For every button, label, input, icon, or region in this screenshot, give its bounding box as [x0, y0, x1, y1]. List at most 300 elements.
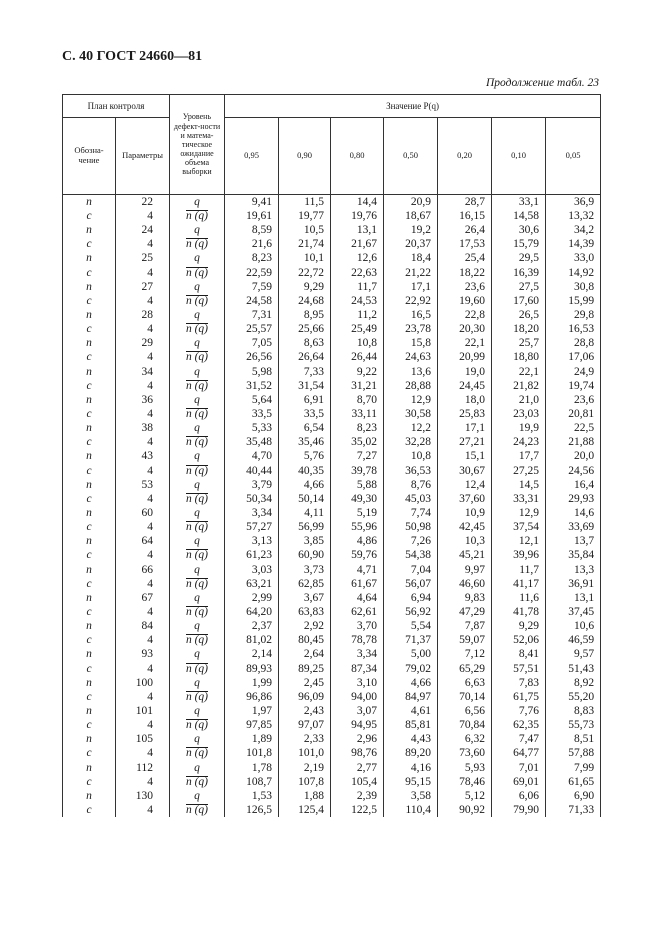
value-cell: 81,02 — [225, 633, 279, 647]
value-cell: 11,2 — [331, 308, 384, 322]
value-cell: 26,56 — [225, 350, 279, 364]
parameter-cell: 64 — [116, 534, 170, 548]
value-cell: 13,32 — [546, 209, 601, 223]
value-cell: 50,14 — [279, 492, 331, 506]
level-cell — [170, 393, 225, 407]
value-cell: 73,60 — [438, 746, 492, 760]
value-cell: 30,58 — [384, 407, 438, 421]
value-cell: 8,51 — [546, 732, 601, 746]
value-cell: 7,47 — [492, 732, 546, 746]
value-cell: 3,73 — [279, 563, 331, 577]
value-cell: 5,12 — [438, 789, 492, 803]
designation-cell: c — [63, 435, 116, 449]
value-cell: 22,8 — [438, 308, 492, 322]
value-cell: 17,1 — [384, 280, 438, 294]
level-symbol: q — [194, 789, 200, 802]
value-cell: 26,64 — [279, 350, 331, 364]
value-cell: 55,20 — [546, 690, 601, 704]
value-cell: 5,98 — [225, 365, 279, 379]
designation-cell: c — [63, 322, 116, 336]
value-cell: 12,9 — [492, 506, 546, 520]
value-cell: 9,41 — [225, 195, 279, 210]
parameter-cell: 28 — [116, 308, 170, 322]
value-cell: 96,86 — [225, 690, 279, 704]
parameter-cell: 4 — [116, 605, 170, 619]
parameter-cell: 4 — [116, 464, 170, 478]
value-cell: 1,89 — [225, 732, 279, 746]
value-cell: 94,00 — [331, 690, 384, 704]
value-cell: 27,25 — [492, 464, 546, 478]
table-row — [63, 308, 601, 322]
parameter-cell: 93 — [116, 647, 170, 661]
value-cell: 5,76 — [279, 449, 331, 463]
level-cell — [170, 633, 225, 647]
parameter-cell: 4 — [116, 492, 170, 506]
parameter-cell: 4 — [116, 690, 170, 704]
designation-cell: n — [63, 251, 116, 265]
parameter-cell: 4 — [116, 803, 170, 817]
table-row — [63, 775, 601, 789]
value-cell: 2,64 — [279, 647, 331, 661]
value-cell: 5,88 — [331, 478, 384, 492]
level-cell — [170, 591, 225, 605]
value-cell: 5,93 — [438, 760, 492, 774]
value-cell: 12,6 — [331, 251, 384, 265]
level-symbol: q — [194, 224, 200, 237]
value-cell: 34,2 — [546, 223, 601, 237]
table-row — [63, 662, 601, 676]
value-cell: 98,76 — [331, 746, 384, 760]
value-cell: 59,76 — [331, 548, 384, 562]
parameter-cell: 84 — [116, 619, 170, 633]
parameter-cell: 112 — [116, 760, 170, 774]
value-cell: 2,33 — [279, 732, 331, 746]
level-cell — [170, 478, 225, 492]
level-cell — [170, 746, 225, 760]
value-cell: 3,67 — [279, 591, 331, 605]
table-row — [63, 732, 601, 746]
value-cell: 101,0 — [279, 746, 331, 760]
value-cell: 9,97 — [438, 563, 492, 577]
level-cell — [170, 619, 225, 633]
value-cell: 95,15 — [384, 775, 438, 789]
value-cell: 61,75 — [492, 690, 546, 704]
value-cell: 19,77 — [279, 209, 331, 223]
value-cell: 16,39 — [492, 266, 546, 280]
value-cell: 41,78 — [492, 605, 546, 619]
value-cell: 9,22 — [331, 365, 384, 379]
value-cell: 40,35 — [279, 464, 331, 478]
value-cell: 80,45 — [279, 633, 331, 647]
value-cell: 5,64 — [225, 393, 279, 407]
value-cell: 61,65 — [546, 775, 601, 789]
value-cell: 56,99 — [279, 520, 331, 534]
parameter-cell: 4 — [116, 775, 170, 789]
value-cell: 108,7 — [225, 775, 279, 789]
value-cell: 29,93 — [546, 492, 601, 506]
level-cell — [170, 237, 225, 251]
parameter-cell: 22 — [116, 195, 170, 210]
value-cell: 78,78 — [331, 633, 384, 647]
value-cell: 79,90 — [492, 803, 546, 817]
value-cell: 5,54 — [384, 619, 438, 633]
value-cell: 12,1 — [492, 534, 546, 548]
level-symbol: n (q) — [185, 379, 209, 392]
value-cell: 7,83 — [492, 676, 546, 690]
value-header: Значение P(q) — [225, 95, 601, 118]
value-cell: 17,53 — [438, 237, 492, 251]
value-cell: 37,60 — [438, 492, 492, 506]
parameter-cell: 38 — [116, 421, 170, 435]
designation-cell: n — [63, 789, 116, 803]
level-symbol: q — [194, 620, 200, 633]
parameter-cell: 66 — [116, 563, 170, 577]
table-row — [63, 365, 601, 379]
value-cell: 50,34 — [225, 492, 279, 506]
value-cell: 5,00 — [384, 647, 438, 661]
designation-cell: c — [63, 633, 116, 647]
value-cell: 17,1 — [438, 421, 492, 435]
value-cell: 40,44 — [225, 464, 279, 478]
parameters-header: Параметры — [116, 118, 170, 195]
value-cell: 8,41 — [492, 647, 546, 661]
value-cell: 7,59 — [225, 280, 279, 294]
value-cell: 10,3 — [438, 534, 492, 548]
value-cell: 8,23 — [331, 421, 384, 435]
value-cell: 9,29 — [492, 619, 546, 633]
table-row — [63, 407, 601, 421]
designation-cell: n — [63, 365, 116, 379]
value-cell: 97,07 — [279, 718, 331, 732]
value-cell: 105,4 — [331, 775, 384, 789]
value-cell: 20,30 — [438, 322, 492, 336]
level-cell — [170, 308, 225, 322]
designation-cell: n — [63, 591, 116, 605]
value-cell: 30,67 — [438, 464, 492, 478]
value-cell: 1,78 — [225, 760, 279, 774]
value-cell: 27,5 — [492, 280, 546, 294]
table-body — [63, 195, 601, 818]
table-row — [63, 803, 601, 817]
designation-cell: c — [63, 209, 116, 223]
value-cell: 41,17 — [492, 577, 546, 591]
level-cell — [170, 407, 225, 421]
level-symbol: q — [194, 196, 200, 208]
value-cell: 23,78 — [384, 322, 438, 336]
designation-cell: c — [63, 746, 116, 760]
parameter-cell: 67 — [116, 591, 170, 605]
value-cell: 7,33 — [279, 365, 331, 379]
value-cell: 4,43 — [384, 732, 438, 746]
designation-cell: c — [63, 350, 116, 364]
value-cell: 4,16 — [384, 760, 438, 774]
value-cell: 11,5 — [279, 195, 331, 210]
level-symbol: n (q) — [185, 521, 209, 534]
value-cell: 33,5 — [225, 407, 279, 421]
value-cell: 89,25 — [279, 662, 331, 676]
value-cell: 46,60 — [438, 577, 492, 591]
value-cell: 33,5 — [279, 407, 331, 421]
designation-cell: n — [63, 308, 116, 322]
value-cell: 45,03 — [384, 492, 438, 506]
designation-cell: n — [63, 336, 116, 350]
value-cell: 12,4 — [438, 478, 492, 492]
value-cell: 23,03 — [492, 407, 546, 421]
value-cell: 89,20 — [384, 746, 438, 760]
table-row — [63, 478, 601, 492]
value-cell: 22,5 — [546, 421, 601, 435]
parameter-cell: 4 — [116, 294, 170, 308]
level-symbol: q — [194, 648, 200, 661]
level-cell — [170, 563, 225, 577]
value-cell: 55,73 — [546, 718, 601, 732]
parameter-cell: 4 — [116, 266, 170, 280]
value-cell: 28,88 — [384, 379, 438, 393]
value-cell: 10,6 — [546, 619, 601, 633]
value-cell: 22,1 — [438, 336, 492, 350]
value-cell: 7,01 — [492, 760, 546, 774]
value-cell: 96,09 — [279, 690, 331, 704]
value-cell: 11,7 — [492, 563, 546, 577]
level-header: Уровень дефект-ности и матема-тическое ожидание объема выборки — [170, 95, 225, 195]
parameter-cell: 4 — [116, 520, 170, 534]
level-cell — [170, 803, 225, 817]
level-symbol: n (q) — [185, 238, 209, 251]
value-cell: 14,5 — [492, 478, 546, 492]
level-cell — [170, 732, 225, 746]
parameter-cell: 4 — [116, 379, 170, 393]
value-cell: 9,83 — [438, 591, 492, 605]
value-cell: 33,69 — [546, 520, 601, 534]
value-cell: 22,63 — [331, 266, 384, 280]
value-cell: 7,27 — [331, 449, 384, 463]
table-row — [63, 492, 601, 506]
table-row — [63, 690, 601, 704]
designation-cell: n — [63, 393, 116, 407]
value-cell: 36,53 — [384, 464, 438, 478]
value-cell: 65,29 — [438, 662, 492, 676]
value-cell: 57,27 — [225, 520, 279, 534]
value-cell: 15,99 — [546, 294, 601, 308]
designation-cell: n — [63, 506, 116, 520]
value-cell: 23,6 — [438, 280, 492, 294]
value-cell: 90,92 — [438, 803, 492, 817]
level-symbol: q — [194, 676, 200, 689]
value-cell: 8,63 — [279, 336, 331, 350]
value-cell: 33,0 — [546, 251, 601, 265]
level-cell — [170, 449, 225, 463]
value-cell: 30,6 — [492, 223, 546, 237]
data-table — [62, 94, 601, 817]
designation-cell: c — [63, 520, 116, 534]
parameter-cell: 4 — [116, 746, 170, 760]
value-cell: 54,38 — [384, 548, 438, 562]
level-symbol: q — [194, 563, 200, 576]
value-cell: 14,6 — [546, 506, 601, 520]
value-cell: 62,61 — [331, 605, 384, 619]
value-cell: 69,01 — [492, 775, 546, 789]
value-cell: 32,28 — [384, 435, 438, 449]
value-cell: 39,78 — [331, 464, 384, 478]
level-cell — [170, 464, 225, 478]
value-cell: 22,92 — [384, 294, 438, 308]
value-cell: 31,52 — [225, 379, 279, 393]
designation-cell: n — [63, 619, 116, 633]
p-value-header: 0,20 — [438, 118, 492, 195]
level-symbol: n (q) — [185, 662, 209, 675]
designation-cell: n — [63, 223, 116, 237]
level-cell — [170, 251, 225, 265]
value-cell: 15,1 — [438, 449, 492, 463]
value-cell: 26,44 — [331, 350, 384, 364]
value-cell: 31,21 — [331, 379, 384, 393]
designation-cell: c — [63, 775, 116, 789]
value-cell: 94,95 — [331, 718, 384, 732]
designation-cell: c — [63, 266, 116, 280]
value-cell: 30,8 — [546, 280, 601, 294]
value-cell: 11,6 — [492, 591, 546, 605]
designation-cell: n — [63, 704, 116, 718]
designation-cell: c — [63, 407, 116, 421]
level-symbol: q — [194, 280, 200, 293]
value-cell: 1,88 — [279, 789, 331, 803]
level-cell — [170, 223, 225, 237]
parameter-cell: 29 — [116, 336, 170, 350]
designation-cell: n — [63, 449, 116, 463]
value-cell: 3,58 — [384, 789, 438, 803]
value-cell: 6,90 — [546, 789, 601, 803]
level-symbol: q — [194, 535, 200, 548]
p-value-header: 0,10 — [492, 118, 546, 195]
level-symbol: n (q) — [185, 577, 209, 590]
level-cell — [170, 662, 225, 676]
value-cell: 19,60 — [438, 294, 492, 308]
level-cell — [170, 760, 225, 774]
value-cell: 8,59 — [225, 223, 279, 237]
parameter-cell: 4 — [116, 718, 170, 732]
value-cell: 10,1 — [279, 251, 331, 265]
value-cell: 7,74 — [384, 506, 438, 520]
level-symbol: n (q) — [185, 323, 209, 336]
parameter-cell: 4 — [116, 633, 170, 647]
level-symbol: q — [194, 704, 200, 717]
value-cell: 61,23 — [225, 548, 279, 562]
designation-cell: c — [63, 577, 116, 591]
value-cell: 25,83 — [438, 407, 492, 421]
value-cell: 87,34 — [331, 662, 384, 676]
value-cell: 6,32 — [438, 732, 492, 746]
value-cell: 6,54 — [279, 421, 331, 435]
value-cell: 21,88 — [546, 435, 601, 449]
value-cell: 2,77 — [331, 760, 384, 774]
level-cell — [170, 605, 225, 619]
designation-cell: n — [63, 280, 116, 294]
level-cell — [170, 294, 225, 308]
value-cell: 13,7 — [546, 534, 601, 548]
value-cell: 125,4 — [279, 803, 331, 817]
value-cell: 85,81 — [384, 718, 438, 732]
value-cell: 37,45 — [546, 605, 601, 619]
value-cell: 18,0 — [438, 393, 492, 407]
designation-cell: n — [63, 676, 116, 690]
parameter-cell: 130 — [116, 789, 170, 803]
value-cell: 97,85 — [225, 718, 279, 732]
level-cell — [170, 209, 225, 223]
table-row — [63, 605, 601, 619]
value-cell: 36,91 — [546, 577, 601, 591]
parameter-cell: 4 — [116, 237, 170, 251]
level-symbol: n (q) — [185, 408, 209, 421]
level-symbol: n (q) — [185, 747, 209, 760]
level-symbol: n (q) — [185, 351, 209, 364]
value-cell: 33,31 — [492, 492, 546, 506]
table-row — [63, 421, 601, 435]
value-cell: 4,66 — [279, 478, 331, 492]
level-symbol: n (q) — [185, 634, 209, 647]
value-cell: 10,9 — [438, 506, 492, 520]
parameter-cell: 4 — [116, 407, 170, 421]
parameter-cell: 4 — [116, 548, 170, 562]
parameter-cell: 60 — [116, 506, 170, 520]
value-cell: 78,46 — [438, 775, 492, 789]
parameter-cell: 25 — [116, 251, 170, 265]
value-cell: 50,98 — [384, 520, 438, 534]
value-cell: 47,29 — [438, 605, 492, 619]
value-cell: 9,57 — [546, 647, 601, 661]
page-header: С. 40 ГОСТ 24660—81 — [62, 49, 203, 64]
value-cell: 27,21 — [438, 435, 492, 449]
value-cell: 35,48 — [225, 435, 279, 449]
level-symbol: q — [194, 252, 200, 265]
parameter-cell: 4 — [116, 350, 170, 364]
value-cell: 25,4 — [438, 251, 492, 265]
value-cell: 3,85 — [279, 534, 331, 548]
value-cell: 2,96 — [331, 732, 384, 746]
level-cell — [170, 775, 225, 789]
value-cell: 55,96 — [331, 520, 384, 534]
value-cell: 31,54 — [279, 379, 331, 393]
value-cell: 16,53 — [546, 322, 601, 336]
value-cell: 1,53 — [225, 789, 279, 803]
value-cell: 19,61 — [225, 209, 279, 223]
value-cell: 28,8 — [546, 336, 601, 350]
value-cell: 36,9 — [546, 195, 601, 210]
level-cell — [170, 704, 225, 718]
value-cell: 21,67 — [331, 237, 384, 251]
table-row — [63, 464, 601, 478]
value-cell: 21,74 — [279, 237, 331, 251]
value-cell: 33,1 — [492, 195, 546, 210]
level-symbol: n (q) — [185, 719, 209, 732]
value-cell: 10,5 — [279, 223, 331, 237]
table-continuation-label: Продолжение табл. 23 — [486, 77, 599, 89]
value-cell: 13,1 — [331, 223, 384, 237]
level-cell — [170, 548, 225, 562]
value-cell: 79,02 — [384, 662, 438, 676]
value-cell: 45,21 — [438, 548, 492, 562]
value-cell: 70,84 — [438, 718, 492, 732]
value-cell: 3,70 — [331, 619, 384, 633]
value-cell: 7,12 — [438, 647, 492, 661]
value-cell: 35,84 — [546, 548, 601, 562]
level-cell — [170, 506, 225, 520]
designation-cell: n — [63, 534, 116, 548]
designation-cell: n — [63, 478, 116, 492]
designation-cell: c — [63, 690, 116, 704]
table-row — [63, 435, 601, 449]
table-row — [63, 548, 601, 562]
parameter-cell: 24 — [116, 223, 170, 237]
